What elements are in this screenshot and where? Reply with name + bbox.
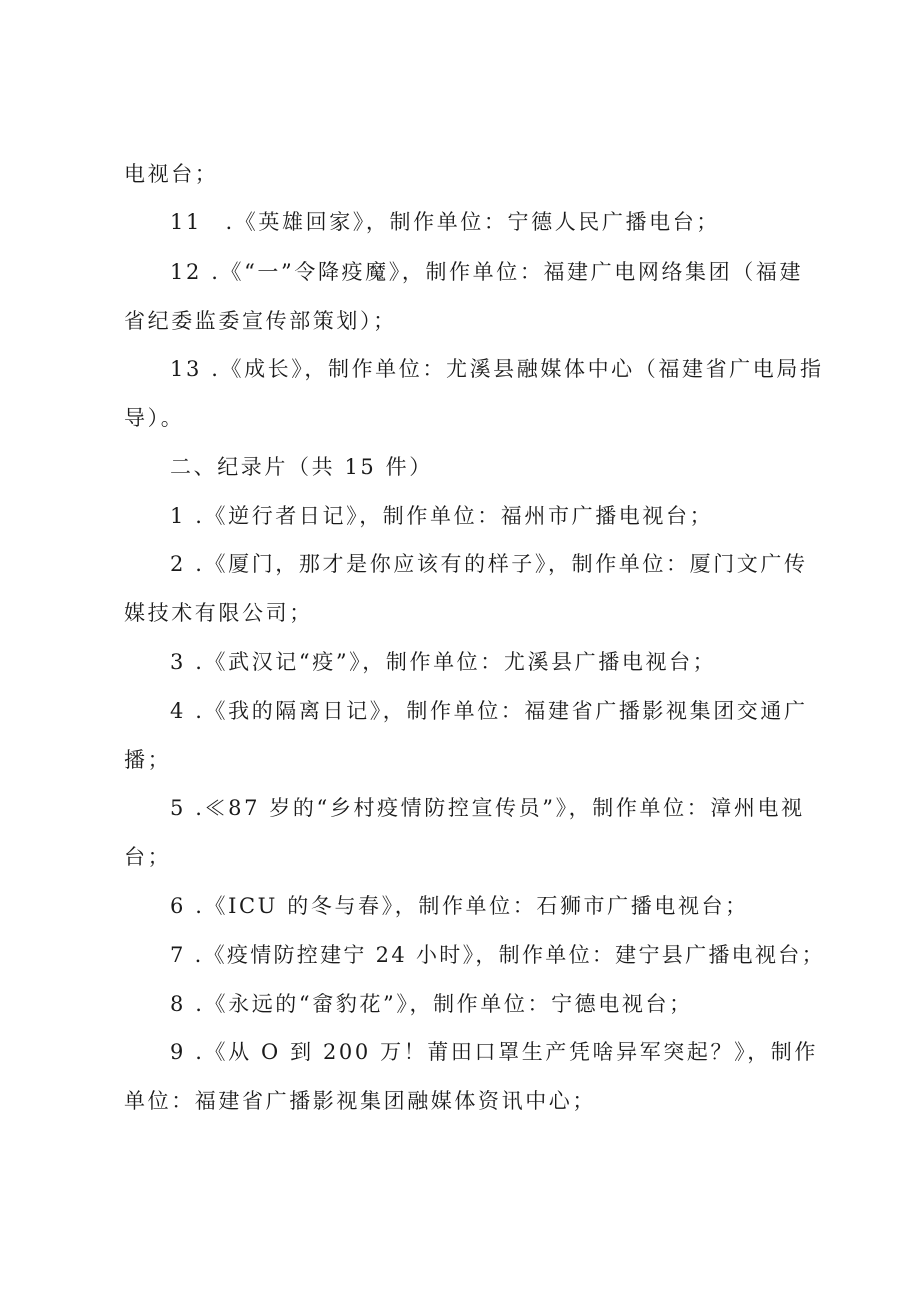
- documentary-item-2-continuation: 媒技术有限公司；: [124, 601, 313, 625]
- list-item-13: 13 .《成长》，制作单位：尤溪县融媒体中心（福建省广电局指: [170, 357, 824, 381]
- documentary-item-8: 8 .《永远的“畲豹花”》，制作单位：宁德电视台；: [170, 992, 693, 1016]
- documentary-item-9-continuation: 单位：福建省广播影视集团融媒体资讯中心；: [124, 1089, 596, 1113]
- list-item-12-continuation: 省纪委监委宣传部策划）；: [124, 309, 397, 333]
- list-item-13-continuation: 导）。: [124, 406, 185, 430]
- documentary-item-1: 1 .《逆行者日记》，制作单位：福州市广播电视台；: [170, 504, 714, 528]
- documentary-item-4-continuation: 播；: [124, 748, 172, 772]
- text-line-continuation-tv-station: 电视台；: [124, 162, 219, 186]
- list-item-11: 11 .《英雄回家》，制作单位：宁德人民广播电台；: [170, 210, 720, 234]
- documentary-item-6: 6 .《ICU 的冬与春》，制作单位：石狮市广播电视台；: [170, 894, 749, 918]
- documentary-item-5-continuation: 台；: [124, 845, 172, 869]
- documentary-item-3: 3 .《武汉记“疫”》，制作单位：尤溪县广播电视台；: [170, 650, 717, 674]
- documentary-item-2: 2 .《厦门，那才是你应该有的样子》，制作单位：厦门文广传: [170, 552, 808, 576]
- documentary-item-9: 9 .《从 O 到 200 万！莆田口罩生产凭啥异军突起？》，制作: [170, 1040, 819, 1064]
- documentary-item-5: 5 .≪87 岁的“乡村疫情防控宣传员”》，制作单位：漳州电视: [170, 796, 805, 820]
- section-heading-documentary: 二、纪录片（共 15 件）: [170, 455, 433, 479]
- documentary-item-7: 7 .《疫情防控建宁 24 小时》，制作单位：建宁县广播电视台；: [170, 943, 825, 967]
- list-item-12: 12 .《“一”令降疫魔》，制作单位：福建广电网络集团（福建: [170, 260, 804, 284]
- documentary-item-4: 4 .《我的隔离日记》，制作单位：福建省广播影视集团交通广: [170, 699, 808, 723]
